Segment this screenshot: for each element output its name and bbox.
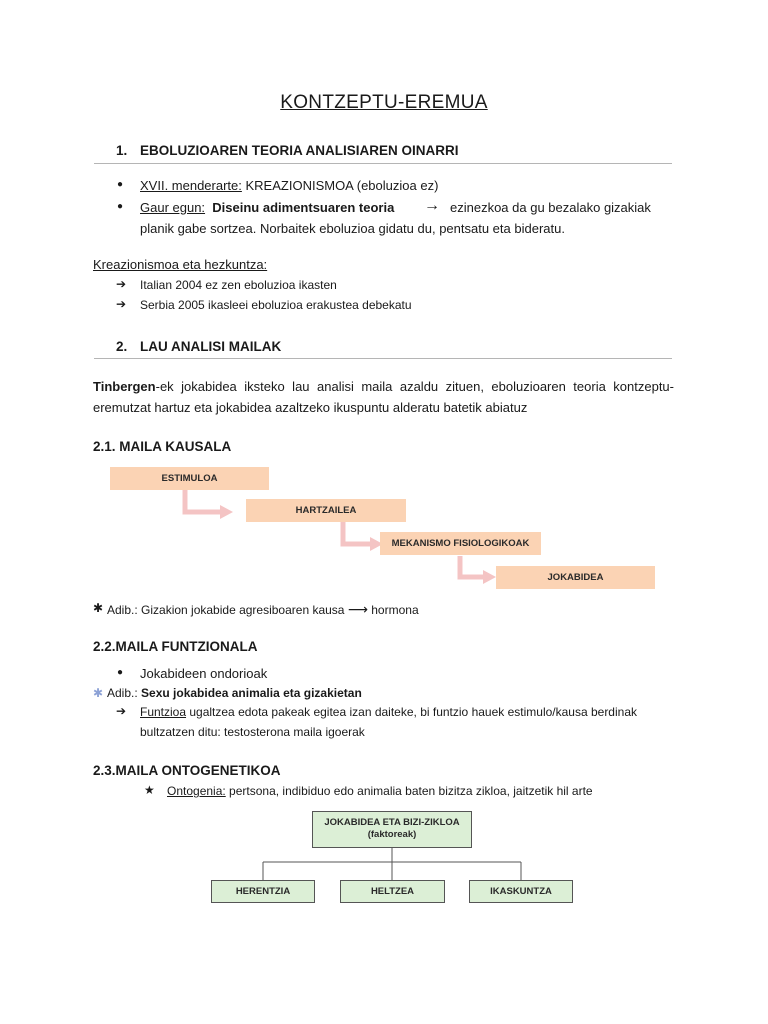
bullet-dot-icon: ● bbox=[117, 667, 124, 678]
section-2-2-sub-line-1: Funtzioa ugaltzea edota pakeak egitea izan daiteke, bi funtzio hauek estimulo/kausa berdinak bbox=[140, 705, 637, 719]
sub-item-1: Italian 2004 ez zen eboluzioa ikasten bbox=[140, 278, 337, 292]
section-2-1-heading: 2.1. MAILA KAUSALA bbox=[93, 439, 232, 454]
arrow-bullet-icon: ➔ bbox=[116, 277, 127, 291]
section-1-bullet-1: XVII. menderarte: KREAZIONISMOA (eboluzioa ez) bbox=[140, 178, 439, 193]
long-arrow-icon: ⟶ bbox=[347, 601, 368, 617]
factor-tree-root: JOKABIDEA ETA BIZI-ZIKLOA (faktoreak) bbox=[312, 811, 472, 848]
star-icon: ★ bbox=[144, 783, 155, 797]
section-2-1-example: Adib.: Gizakion jokabide agresiboaren kausa ⟶ hormona bbox=[107, 601, 419, 617]
flow-box-mekanismo: MEKANISMO FISIOLOGIKOAK bbox=[380, 532, 541, 555]
arrow-bullet-icon: ➔ bbox=[116, 704, 127, 718]
section-1-bullet-2-line-1: Gaur egun: Diseinu adimentsuaren teoria bbox=[140, 200, 395, 215]
right-arrow-icon: → bbox=[424, 197, 440, 214]
factor-box-herentzia: HERENTZIA bbox=[211, 880, 315, 903]
section-2-2-sub-line-2: bultzatzen ditu: testosterona maila igoerak bbox=[140, 725, 365, 739]
bullet-dot-icon: ● bbox=[117, 201, 124, 212]
section-2-3-star-item: Ontogenia: pertsona, indibiduo edo animalia baten bizitza zikloa, jaitzetik hil arte bbox=[167, 784, 593, 798]
section-2-3-heading: 2.3.MAILA ONTOGENETIKOA bbox=[93, 763, 281, 778]
section-1-bullet-2-text-2: planik gabe sortzea. Norbaitek eboluzioa gidatu du, pentsatu eta bideratu. bbox=[140, 221, 565, 236]
section-1-bullet-2-text-1: ezinezkoa da gu bezalako gizakiak bbox=[450, 200, 651, 215]
section-1-heading: EBOLUZIOAREN TEORIA ANALISIAREN OINARRI bbox=[140, 143, 459, 158]
section-1-number: 1. bbox=[116, 143, 128, 158]
section-2-2-heading: 2.2.MAILA FUNTZIONALA bbox=[93, 639, 258, 654]
page-title: KONTZEPTU-EREMUA bbox=[280, 92, 488, 113]
flow-box-estimuloa: ESTIMULOA bbox=[110, 467, 269, 490]
section-2-number: 2. bbox=[116, 339, 128, 354]
section-2-2-bullet: Jokabideen ondorioak bbox=[140, 666, 268, 681]
factor-box-ikaskuntza: IKASKUNTZA bbox=[469, 880, 573, 903]
section-2-2-example: Adib.: Sexu jokabidea animalia eta gizakietan bbox=[107, 686, 362, 700]
bullet-dot-icon: ● bbox=[117, 179, 124, 190]
section-1-subheading: Kreazionismoa eta hezkuntza: bbox=[93, 257, 268, 272]
arrow-bullet-icon: ➔ bbox=[116, 297, 127, 311]
flow-box-jokabidea: JOKABIDEA bbox=[496, 566, 655, 589]
section-2-intro: Tinbergen-ek jokabidea iksteko lau analisi maila azaldu zituen, eboluzioaren teoria kontzeptu-eremutzat hartuz eta jokabidea azaltzeko ikuspuntu alderatu batetik abiatuz bbox=[93, 379, 674, 415]
flow-box-hartzailea: HARTZAILEA bbox=[246, 499, 406, 522]
asterisk-icon: ✱ bbox=[93, 686, 104, 700]
factor-box-heltzea: HELTZEA bbox=[340, 880, 445, 903]
sub-item-2: Serbia 2005 ikasleei eboluzioa erakustea debekatu bbox=[140, 298, 412, 312]
asterisk-icon: ✱ bbox=[93, 601, 104, 615]
section-2-heading: LAU ANALISI MAILAK bbox=[140, 339, 282, 354]
